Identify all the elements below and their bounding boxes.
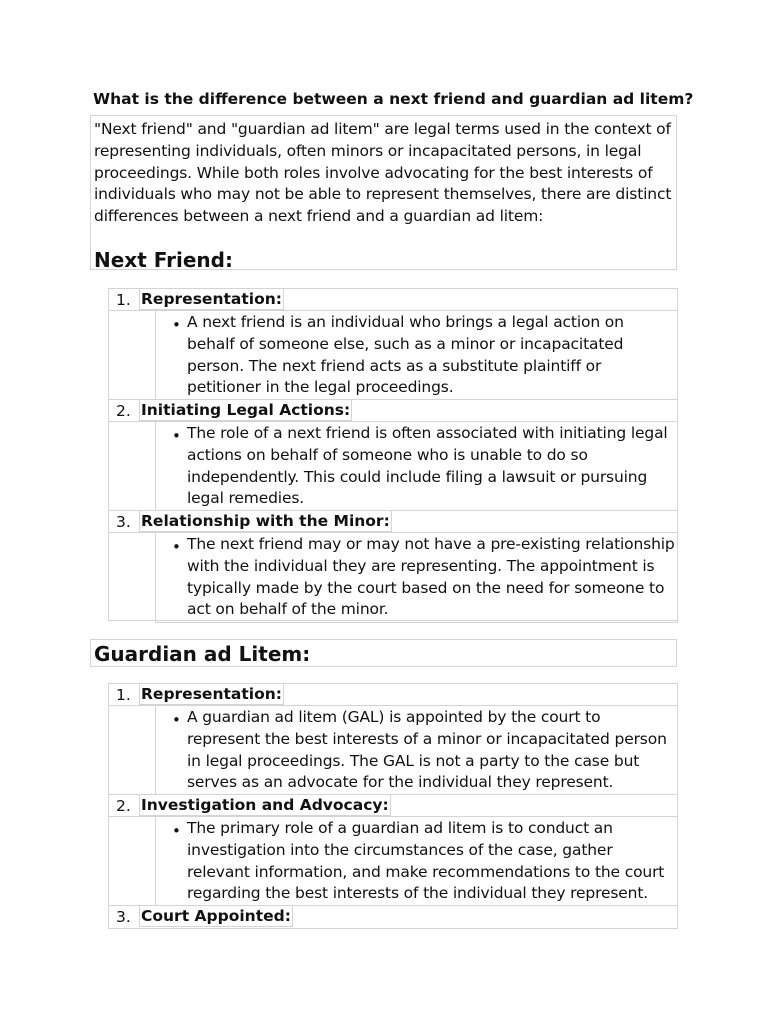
list-item-header xyxy=(109,684,677,706)
list-item-number: 1. xyxy=(116,686,131,704)
guardian-heading-section xyxy=(90,639,677,667)
guardian-heading: Guardian ad Litem: xyxy=(94,642,311,666)
list-item-header xyxy=(109,906,677,928)
list-item-number: 1. xyxy=(116,291,131,309)
list-item-number: 2. xyxy=(116,402,131,420)
intro-paragraph: "Next friend" and "guardian ad litem" are legal terms used in the context of representing individuals, often minors or incapacitated persons, in legal proceedings. While both roles involve advocating for the best interests of individuals who may not be able to represent themselves, there are distinct differences between a next friend and a guardian ad litem: xyxy=(94,120,672,226)
list-item-label: Court Appointed: xyxy=(141,907,291,925)
list-item-detail xyxy=(109,817,677,906)
list-item-text: A guardian ad litem (GAL) is appointed by the court to represent the best interests of a minor or incapacitated person in legal proceedings. The GAL is not a party to the case but serves as an advocate for the individual they represent. xyxy=(187,708,667,792)
list-item-number: 3. xyxy=(116,513,131,531)
list-item-header xyxy=(109,511,677,533)
bullet-marker: • xyxy=(172,538,181,556)
list-item-label: Initiating Legal Actions: xyxy=(141,401,351,419)
list-item-header xyxy=(109,795,677,817)
list-item-text: The role of a next friend is often associated with initiating legal actions on behalf of someone who is unable to do so independently. This could include filing a lawsuit or pursuing legal remedies. xyxy=(187,424,668,508)
list-item-number: 2. xyxy=(116,797,131,815)
list-item-label: Relationship with the Minor: xyxy=(141,512,390,530)
list-item-text: A next friend is an individual who brings a legal action on behalf of someone else, such as a minor or incapacitated person. The next friend acts as a substitute plaintiff or petitioner in the legal proceedings. xyxy=(187,313,624,397)
bullet-marker: • xyxy=(172,316,181,334)
list-item-detail xyxy=(109,422,677,511)
list-item-header xyxy=(109,400,677,422)
bullet-marker: • xyxy=(172,427,181,445)
list-item-label: Representation: xyxy=(141,290,282,308)
bullet-marker: • xyxy=(172,822,181,840)
question-heading: What is the difference between a next friend and guardian ad litem? xyxy=(93,90,694,108)
list-item-text: The next friend may or may not have a pre-existing relationship with the individual they are representing. The appointment is typically made by the court based on the need for someone to act on behalf of the minor. xyxy=(187,535,675,619)
list-item-label: Investigation and Advocacy: xyxy=(141,796,389,814)
guardian-list xyxy=(108,683,678,929)
list-item-detail xyxy=(109,533,677,622)
list-item-text: The primary role of a guardian ad litem is to conduct an investigation into the circumstances of the case, gather relevant information, and make recommendations to the court regarding the best interests of the individual they represent. xyxy=(187,819,665,903)
bullet-marker: • xyxy=(172,711,181,729)
list-item-number: 3. xyxy=(116,908,131,926)
list-item-header xyxy=(109,289,677,311)
list-item-detail xyxy=(109,311,677,400)
next-friend-heading: Next Friend: xyxy=(94,247,233,272)
next-friend-list xyxy=(108,288,678,621)
list-item-label: Representation: xyxy=(141,685,282,703)
intro-section xyxy=(90,115,677,270)
list-item-detail xyxy=(109,706,677,795)
